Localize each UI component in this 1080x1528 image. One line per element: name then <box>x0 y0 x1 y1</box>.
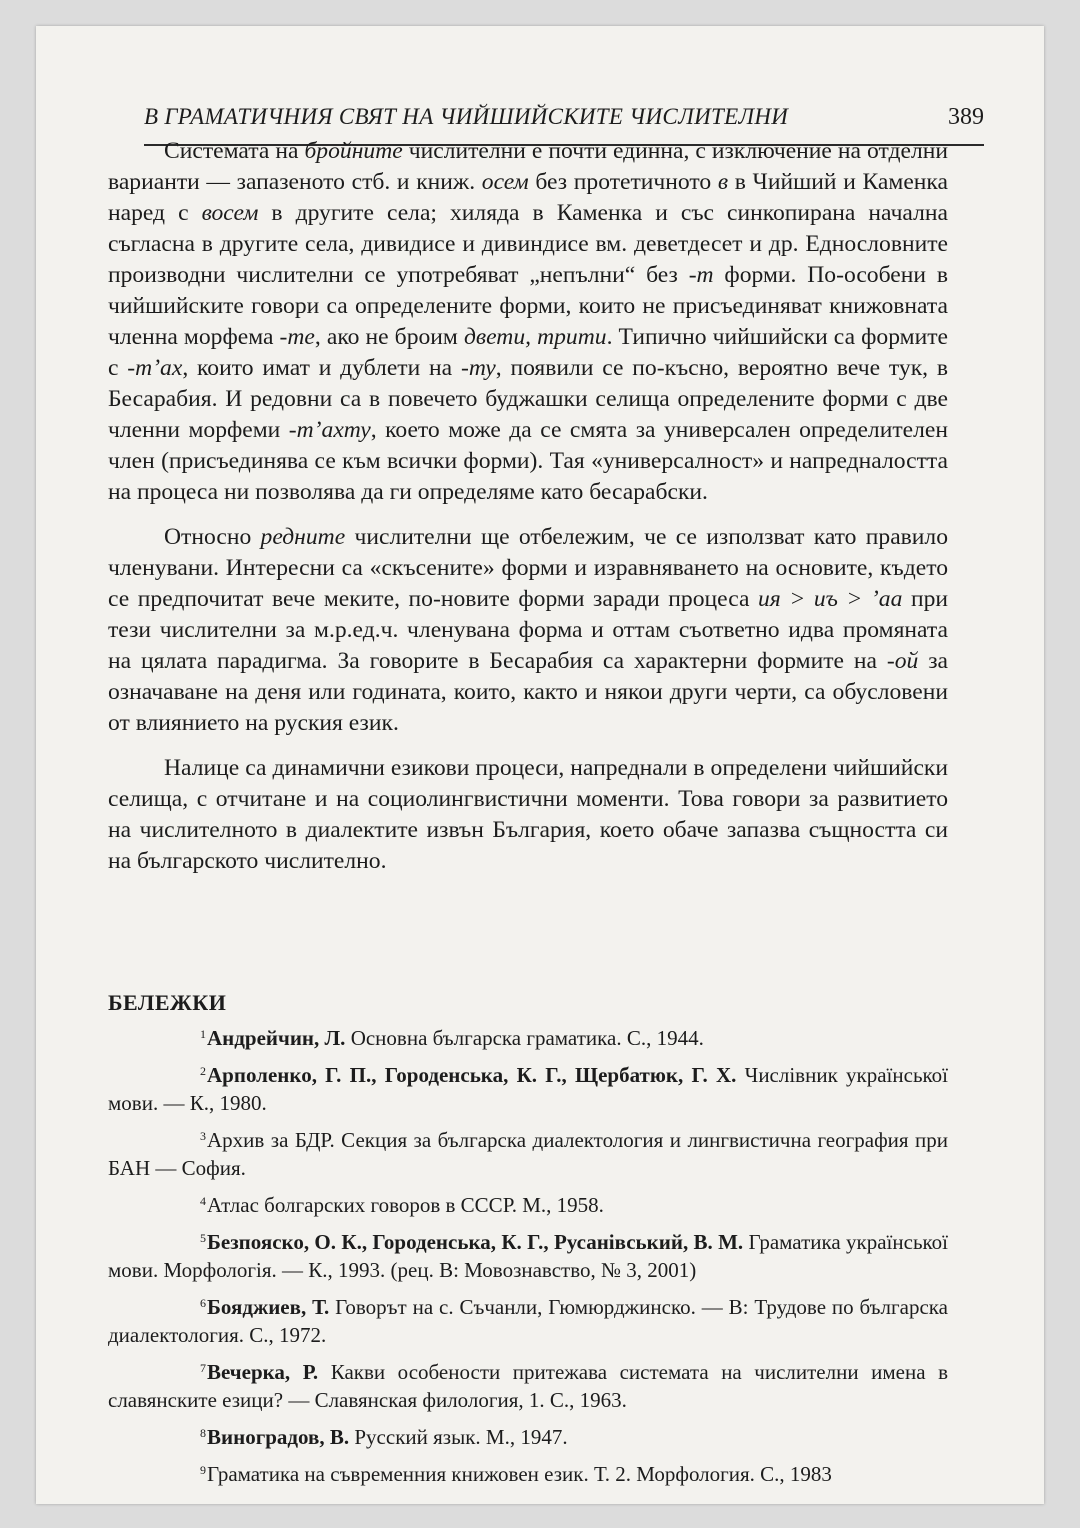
note-item <box>108 1057 948 1117</box>
text-run: без протетичното <box>528 169 718 195</box>
italic-term: ия > иъ > ’аа <box>758 586 903 612</box>
note-text: Основна българска граматика. С., 1944. <box>345 1026 704 1050</box>
note-number: 2 <box>200 1064 206 1078</box>
note-text: Граматика української мови. Морфологія. — К., 1993. (рец. В: Мовознавство, № 3, 2001) <box>108 1230 948 1282</box>
note-author: Виноградов, В. <box>207 1425 350 1449</box>
italic-term: -ту <box>460 355 496 381</box>
italic-term: двети, трити <box>463 324 607 350</box>
note-number: 8 <box>200 1426 206 1440</box>
note-text: Говорът на с. Съчанли, Гюмюрджинско. — В: Трудове по българска диалектология. С., 1972. <box>108 1295 948 1347</box>
text-run: Налице са динамични езикови процеси, напреднали в определени чийшийски селища, с отчитане и на социолингвистични моменти. Това говори за развитието на числителното в диалектите извън България, което обаче запазва същността си на българското числително. <box>108 755 948 874</box>
note-number: 6 <box>200 1296 206 1310</box>
text-run: Относно <box>164 524 261 550</box>
note-item <box>108 1354 948 1414</box>
text-run: , които имат и дублети на <box>182 355 461 381</box>
text-run: форми. По-особени в чийшийските говори са определените форми, които не присъединяват книжовната членна морфема <box>108 262 948 350</box>
note-number: 1 <box>200 1027 206 1041</box>
italic-term: -т’ах <box>127 355 183 381</box>
text-run: за означаване на деня или годината, които, както и някои други черти, са обусловени от влиянието на руския език. <box>108 648 948 736</box>
italic-term: -те <box>279 324 315 350</box>
note-number: 9 <box>200 1463 206 1477</box>
note-number: 5 <box>200 1231 206 1245</box>
italic-term: редните <box>260 524 346 550</box>
text-run: Системата на <box>164 138 305 164</box>
italic-term: осем <box>481 169 529 195</box>
note-item <box>108 1224 948 1284</box>
text-run: числителни е почти единна, с изключение на отделни варианти — запазеното стб. и книж. <box>108 138 948 195</box>
note-text: Граматика на съвременния книжовен език. Т. 2. Морфология. С., 1983 <box>207 1462 832 1486</box>
italic-term: бройните <box>304 138 403 164</box>
page-number: 389 <box>948 104 984 130</box>
note-item <box>108 1020 948 1052</box>
text-run: при тези числителни за м.р.ед.ч. членувана форма и оттам съответно идва промяната на цялата парадигма. За говорите в Бесарабия са характерни формите на <box>108 586 948 674</box>
paragraph <box>108 136 948 508</box>
note-author: Вечерка, Р. <box>207 1360 319 1384</box>
paragraph <box>108 753 948 877</box>
note-text: Русский язык. М., 1947. <box>349 1425 568 1449</box>
note-item <box>108 1419 948 1451</box>
note-text: Атлас болгарских говоров в СССР. М., 1958. <box>207 1193 604 1217</box>
text-run: , ако не броим <box>314 324 464 350</box>
note-text: Какви особености притежава системата на числителни имена в славянските езици? — Славянская филология, 1. С., 1963. <box>108 1360 948 1412</box>
note-author: Безпояско, О. К., Городенська, К. Г., Русанівський, В. М. <box>207 1230 744 1254</box>
note-number: 4 <box>200 1194 206 1208</box>
text-run: в Чийший и Каменка наред с <box>108 169 948 226</box>
note-author: Андрейчин, Л. <box>207 1026 346 1050</box>
italic-term: -т’ахту <box>288 417 371 443</box>
note-item <box>108 1456 948 1488</box>
body-text <box>108 136 948 877</box>
text-run: , което може да се смята за универсален определителен член (присъединява се към всички форми). Тая «универсалност» и напредналостта на процеса ни позволява да ги определяме като бесарабски. <box>108 417 948 505</box>
italic-term: -т <box>688 262 714 288</box>
note-author: Бояджиев, Т. <box>207 1295 330 1319</box>
running-title: В ГРАМАТИЧНИЯ СВЯТ НА ЧИЙШИЙСКИТЕ ЧИСЛИТЕЛНИ <box>144 104 789 129</box>
italic-term: -ой <box>886 648 919 674</box>
note-item <box>108 1289 948 1349</box>
note-item <box>108 1187 948 1219</box>
text-run: . Типично чийшийски са формите с <box>108 324 948 381</box>
paragraph <box>108 522 948 739</box>
notes-list <box>108 1020 948 1493</box>
italic-term: восем <box>201 200 259 226</box>
text-run: в другите села; хиляда в Каменка и със синкопирана начална съгласна в другите села, дивидисе и дивиндисе вм. деветдесет и др. Еднословните производни числителни се употребяват „непълни“ без <box>108 200 948 288</box>
text-run: числителни ще отбележим, че се използват като правило членувани. Интересни са «скъсените» форми и изравняването на основите, където се предпочитат вече меките, по-новите форми заради процеса <box>108 524 948 612</box>
note-item <box>108 1122 948 1182</box>
note-author: Арполенко, Г. П., Городенська, К. Г., Щербатюк, Г. Х. <box>207 1063 737 1087</box>
notes-heading: БЕЛЕЖКИ <box>108 990 227 1015</box>
text-run: , появили се по-късно, вероятно вече тук, в Бесарабия. И редовни са в повечето буджашки селища определените форми с две членни морфеми <box>108 355 949 443</box>
italic-term: в <box>717 169 729 195</box>
note-text: Числівник української мови. — К., 1980. <box>108 1063 948 1115</box>
note-text: Архив за БДР. Секция за българска диалектология и лингвистична география при БАН — София. <box>108 1128 948 1180</box>
note-number: 7 <box>200 1361 206 1375</box>
note-number: 3 <box>200 1129 206 1143</box>
